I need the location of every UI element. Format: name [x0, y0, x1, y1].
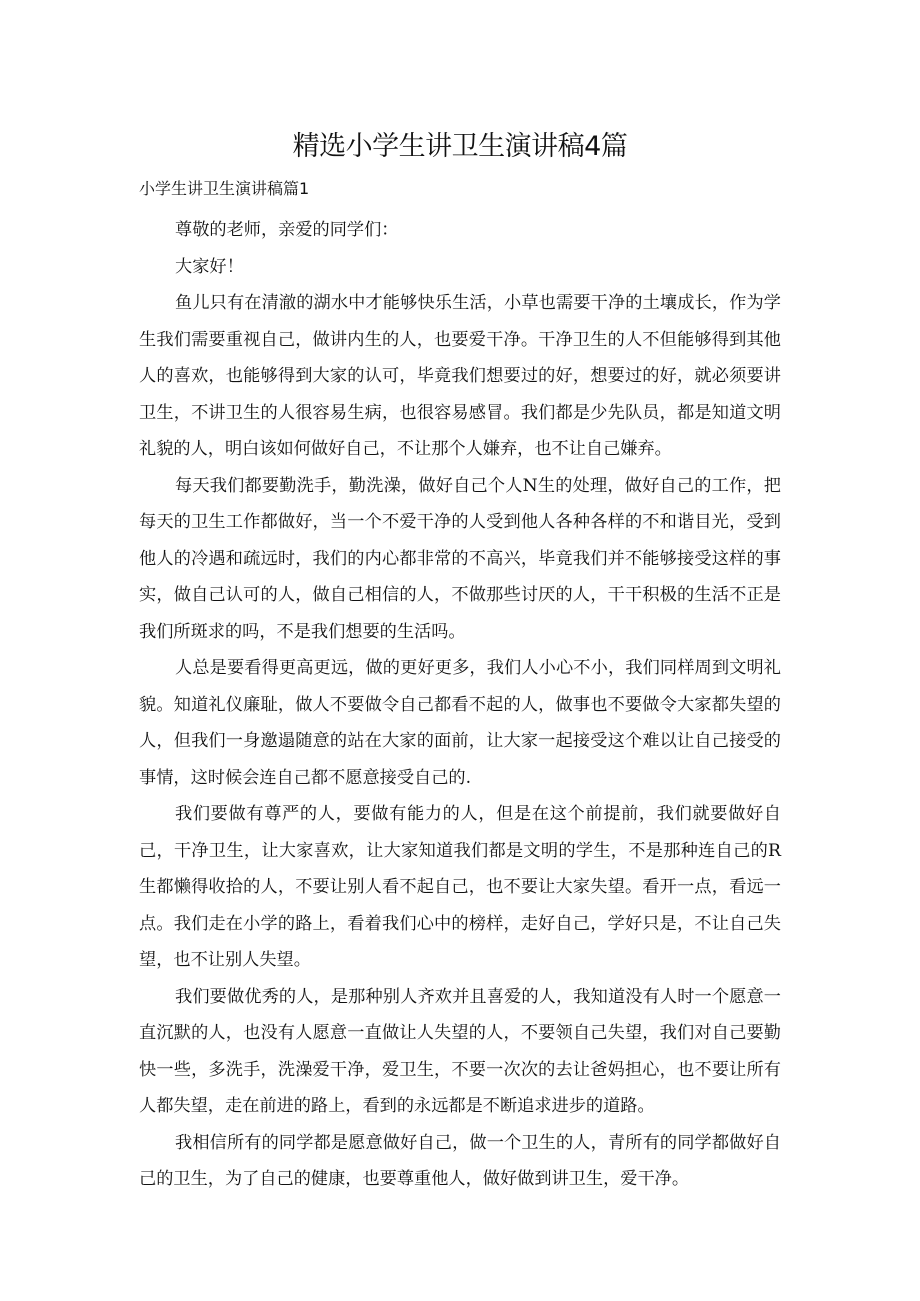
paragraph: 人总是要看得更高更远，做的更好更多，我们人小心不小，我们同样周到文明礼貌。知道礼仪廉耻，做人不要做令自己都看不起的人，做事也不要做令大家都失望的人，但我们一身邀遢随意的站在大家的面前，让大家一起接受这个难以让自己接受的事情，这时候会连自己都不愿意接受自己的.	[139, 658, 781, 788]
paragraph: 每天我们都要勤洗手，勤洗澡，做好自己个人N生的处理，做好自己的工作，把每天的卫生工作都做好，当一个不爱干净的人受到他人各种各样的不和谐目光，受到他人的冷遇和疏远时，我们的内心都非常的不高兴，毕竟我们并不能够接受这样的事实，做自己认可的人，做自己相信的人，不做那些讨厌的人，干干积极的生活不正是我们所斑求的吗，不是我们想要的生活吗。	[139, 475, 781, 642]
paragraph: 我相信所有的同学都是愿意做好自己，做一个卫生的人，青所有的同学都做好自己的卫生，为了自己的健康，也要尊重他人，做好做到讲卫生，爱干净。	[139, 1132, 781, 1189]
paragraph-salutation: 尊敬的老师，亲爱的同学们：	[175, 220, 399, 240]
paragraph-greeting: 大家好！	[175, 256, 244, 277]
document-title: 精选小学生讲卫生演讲稿4篇	[292, 131, 628, 162]
paragraph: 我们要做优秀的人，是那种别人齐欢并且喜爱的人，我知道没有人时一个愿意一直沉默的人，也没有人愿意一直做让人失望的人，不要领自己失望，我们对自己要勤快一些，多洗手，洗澡爱干净，爱卫生，不要一次次的去让爸妈担心，也不要让所有人都失望，走在前进的路上，看到的永远都是不断追求进步的道路。	[139, 986, 781, 1116]
paragraph: 鱼儿只有在清澈的湖水中才能够快乐生活，小草也需要干净的土壤成长，作为学生我们需要重视自己，做讲内生的人，也要爱干净。干净卫生的人不但能够得到其他人的喜欢，也能够得到大家的认可，毕竟我们想要过的好，想要过的好，就必须要讲卫生，不讲卫生的人很容易生病，也很容易感冒。我们都是少先队员，都是知道文明礼貌的人，明白该如何做好自己，不让那个人嫌弃，也不让自己嫌弃。	[139, 293, 781, 459]
section-heading: 小学生讲卫生演讲稿篇1	[139, 179, 310, 198]
document-body	[139, 212, 781, 1198]
paragraph: 我们要做有尊严的人，要做有能力的人，但是在这个前提前，我们就要做好自己，干净卫生，让大家喜欢，让大家知道我们都是文明的学生，不是那种连自己的R生都懒得收拾的人，不要让别人看不起自己，也不要让大家失望。看开一点，看远一点。我们走在小学的路上，看着我们心中的榜样，走好自己，学好只是，不让自己失望，也不让别人失望。	[139, 804, 781, 970]
